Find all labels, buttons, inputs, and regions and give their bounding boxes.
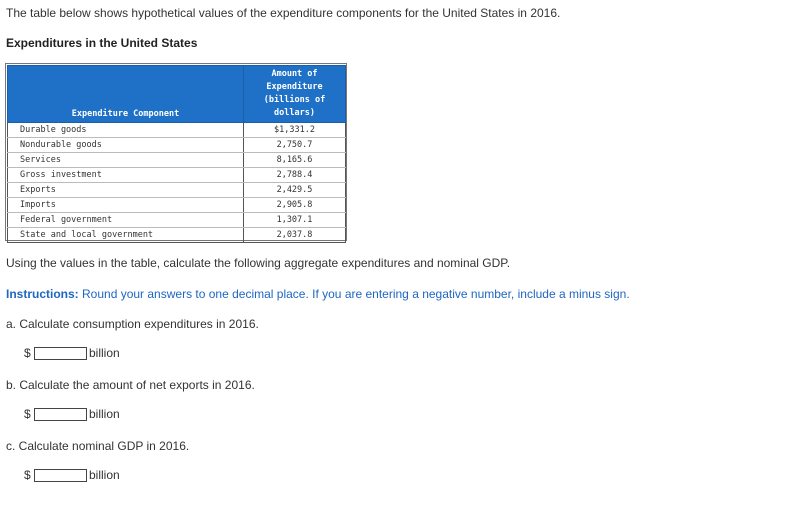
currency-symbol: $ [24,346,31,360]
header-amount-line: (billions of [263,95,326,105]
answer-row-c [24,468,120,482]
instructions-label: Instructions: [6,287,79,301]
amount-cell: 2,429.5 [244,183,346,198]
table-row [8,213,346,228]
header-amount-line: Expenditure [266,82,323,92]
unit-label: billion [89,407,120,421]
question-intro: Using the values in the table, calculate the following aggregate expenditures and nominal GDP. [6,256,511,270]
nominal-gdp-answer-input[interactable] [34,469,87,482]
amount-cell: 8,165.6 [244,153,346,168]
amount-cell: 2,788.4 [244,168,346,183]
instructions [6,287,630,301]
component-cell: Exports [8,183,244,198]
answer-row-a [24,346,120,360]
component-cell: State and local government [8,228,244,243]
header-amount-line: Amount of [271,69,318,79]
amount-cell: 2,905.8 [244,198,346,213]
component-cell: Imports [8,198,244,213]
header-amount-line: dollars) [274,108,315,118]
table-row [8,228,346,243]
table-row [8,123,346,138]
instructions-text: Round your answers to one decimal place. If you are entering a negative number, include a minus sign. [78,287,630,301]
component-cell: Durable goods [8,123,244,138]
component-cell: Federal government [8,213,244,228]
table-row [8,198,346,213]
amount-cell: 2,750.7 [244,138,346,153]
amount-cell: 1,307.1 [244,213,346,228]
amount-cell: 2,037.8 [244,228,346,243]
unit-label: billion [89,468,120,482]
component-cell: Gross investment [8,168,244,183]
table-row [8,138,346,153]
table-row [8,183,346,198]
unit-label: billion [89,346,120,360]
question-a-prompt: a. Calculate consumption expenditures in 2016. [6,317,259,331]
table-row [8,168,346,183]
currency-symbol: $ [24,468,31,482]
header-component: Expenditure Component [8,66,244,123]
net-exports-answer-input[interactable] [34,408,87,421]
header-amount [244,66,346,123]
amount-cell: $1,331.2 [244,123,346,138]
table-row [8,153,346,168]
question-b-prompt: b. Calculate the amount of net exports in 2016. [6,378,255,392]
consumption-answer-input[interactable] [34,347,87,360]
question-c-prompt: c. Calculate nominal GDP in 2016. [6,439,190,453]
answer-row-b [24,407,120,421]
expenditure-table [7,65,346,243]
intro-text: The table below shows hypothetical values of the expenditure components for the United States in 2016. [6,6,561,20]
component-cell: Nondurable goods [8,138,244,153]
table-title: Expenditures in the United States [6,36,198,50]
currency-symbol: $ [24,407,31,421]
component-cell: Services [8,153,244,168]
